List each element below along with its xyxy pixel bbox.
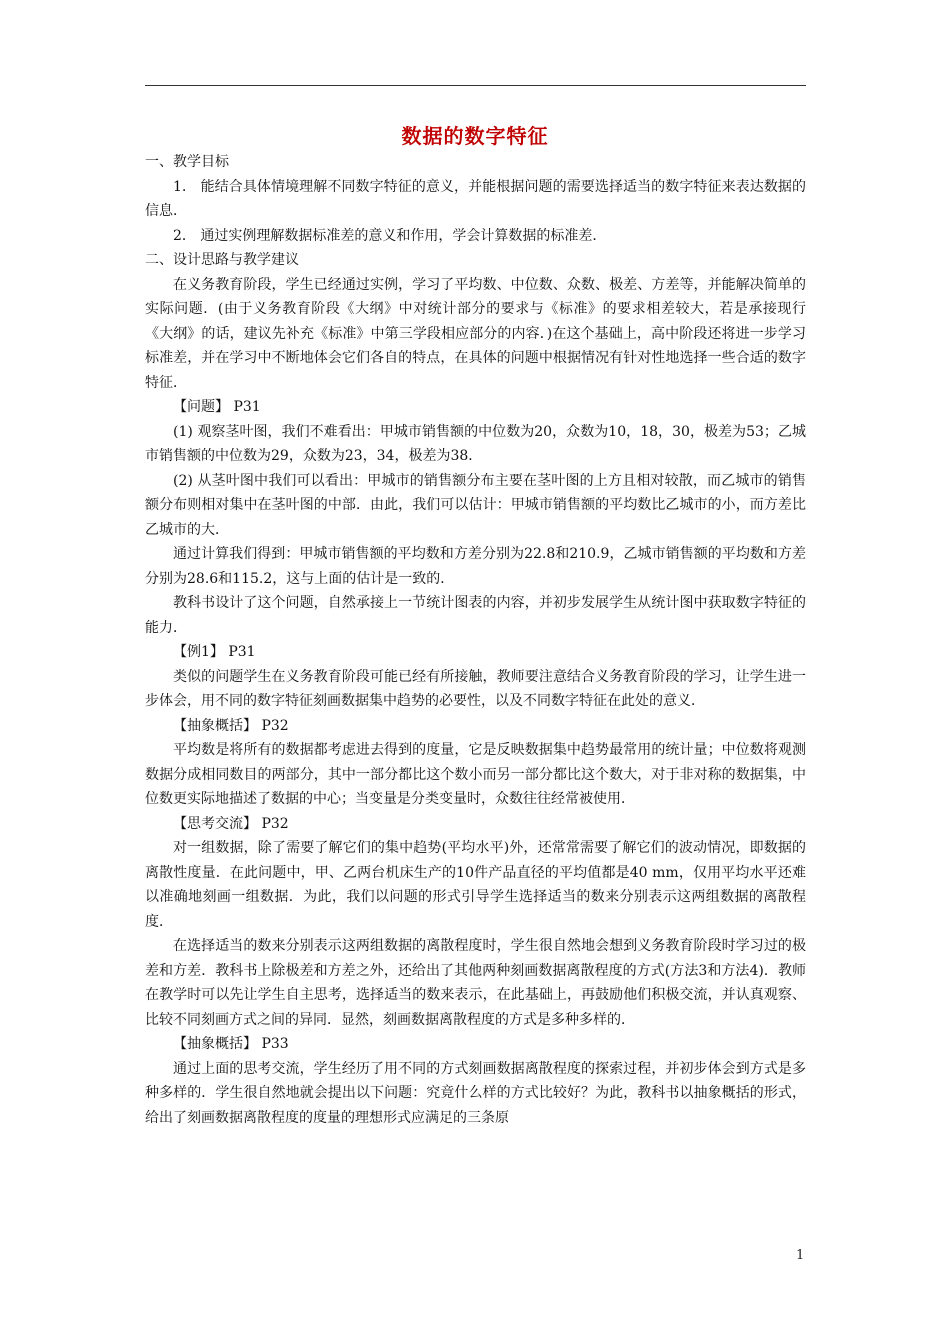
subsection-label: 【例1】 P31	[173, 644, 256, 660]
body-paragraph: 教科书设计了这个问题，自然承接上一节统计图表的内容，并初步发展学生从统计图中获取数字特征的能力．	[145, 595, 806, 636]
body-paragraph: 平均数是将所有的数据都考虑进去得到的度量，它是反映数据集中趋势最常用的统计量；中位数将观测数据分成相同数目的两部分，其中一部分都比这个数小而另一部分都比这个数大，对于非对称的数据集，中位数更实际地描述了数据的中心；当变量是分类变量时，众数往往经常被使用．	[145, 742, 806, 807]
subsection-label: 【问题】 P31	[173, 399, 261, 415]
objective-item: 1． 能结合具体情境理解不同数字特征的意义，并能根据问题的需要选择适当的数字特征来表达数据的信息．	[145, 178, 806, 219]
body-paragraph: 通过计算我们得到：甲城市销售额的平均数和方差分别为22.8和210.9，乙城市销售额的平均数和方差分别为28.6和115.2，这与上面的估计是一致的．	[145, 546, 806, 587]
subsection-label: 【思考交流】 P32	[173, 815, 289, 832]
body-paragraph: 对一组数据，除了需要了解它们的集中趋势(平均水平)外，还常常需要了解它们的波动情况，即数据的离散性度量．在此问题中，甲、乙两台机床生产的10件产品直径的平均值都是40 mm，仅用平均水平还难以准确地刻画一组数据．为此，我们以问题的形式引导学生选择适当的数来分别表示这两组数据的离散程度．	[145, 840, 806, 930]
objective-item: 2． 通过实例理解数据标准差的意义和作用，学会计算数据的标准差．	[173, 227, 607, 244]
section-heading: 二、设计思路与教学建议	[145, 252, 299, 268]
body-paragraph: 在义务教育阶段，学生已经通过实例，学习了平均数、中位数、众数、极差、方差等，并能解决简单的实际问题．(由于义务教育阶段《大纲》中对统计部分的要求与《标准》的要求相差较大，若是承接现行《大纲》的话，建议先补充《标准》中第三学段相应部分的内容．)在这个基础上，高中阶段还将进一步学习标准差，并在学习中不断地体会它们各自的特点，在具体的问题中根据情况有针对性地选择一些合适的数字特征．	[145, 276, 806, 391]
subsection-label: 【抽象概括】 P32	[173, 717, 289, 734]
body-paragraph: 类似的问题学生在义务教育阶段可能已经有所接触，教师要注意结合义务教育阶段的学习，让学生进一步体会，用不同的数字特征刻画数据集中趋势的必要性，以及不同数字特征在此处的意义．	[145, 668, 806, 709]
section-heading: 一、教学目标	[145, 154, 229, 170]
document-body	[145, 150, 806, 1130]
header-rule	[145, 85, 806, 86]
document-title: 数据的数字特征	[401, 124, 549, 148]
subsection-label: 【抽象概括】 P33	[173, 1036, 289, 1052]
body-paragraph: (2) 从茎叶图中我们可以看出：甲城市的销售额分布主要在茎叶图的上方且相对较散，而乙城市的销售额分布则相对集中在茎叶图的中部．由此，我们可以估计：甲城市销售额的平均数比乙城市的小，而方差比乙城市的大．	[145, 472, 806, 538]
body-paragraph: 在选择适当的数来分别表示这两组数据的离散程度时，学生很自然地会想到义务教育阶段时学习过的极差和方差．教科书上除极差和方差之外，还给出了其他两种刻画数据离散程度的方式(方法3和方法4)．教师在教学时可以先让学生自主思考，选择适当的数来表示，在此基础上，再鼓励他们积极交流，并认真观察、比较不同刻画方式之间的异同．显然，刻画数据离散程度的方式是多种多样的．	[145, 938, 806, 1028]
body-paragraph: (1) 观察茎叶图，我们不难看出：甲城市销售额的中位数为20，众数为10，18，30，极差为53；乙城市销售额的中位数为29，众数为23，34，极差为38．	[145, 423, 806, 464]
page-number: 1	[796, 1248, 805, 1263]
body-paragraph: 通过上面的思考交流，学生经历了用不同的方式刻画数据离散程度的探索过程，并初步体会到方式是多种多样的．学生很自然地就会提出以下问题：究竟什么样的方式比较好？为此，教科书以抽象概括的形式，给出了刻画数据离散程度的度量的理想形式应满足的三条原	[145, 1060, 806, 1126]
